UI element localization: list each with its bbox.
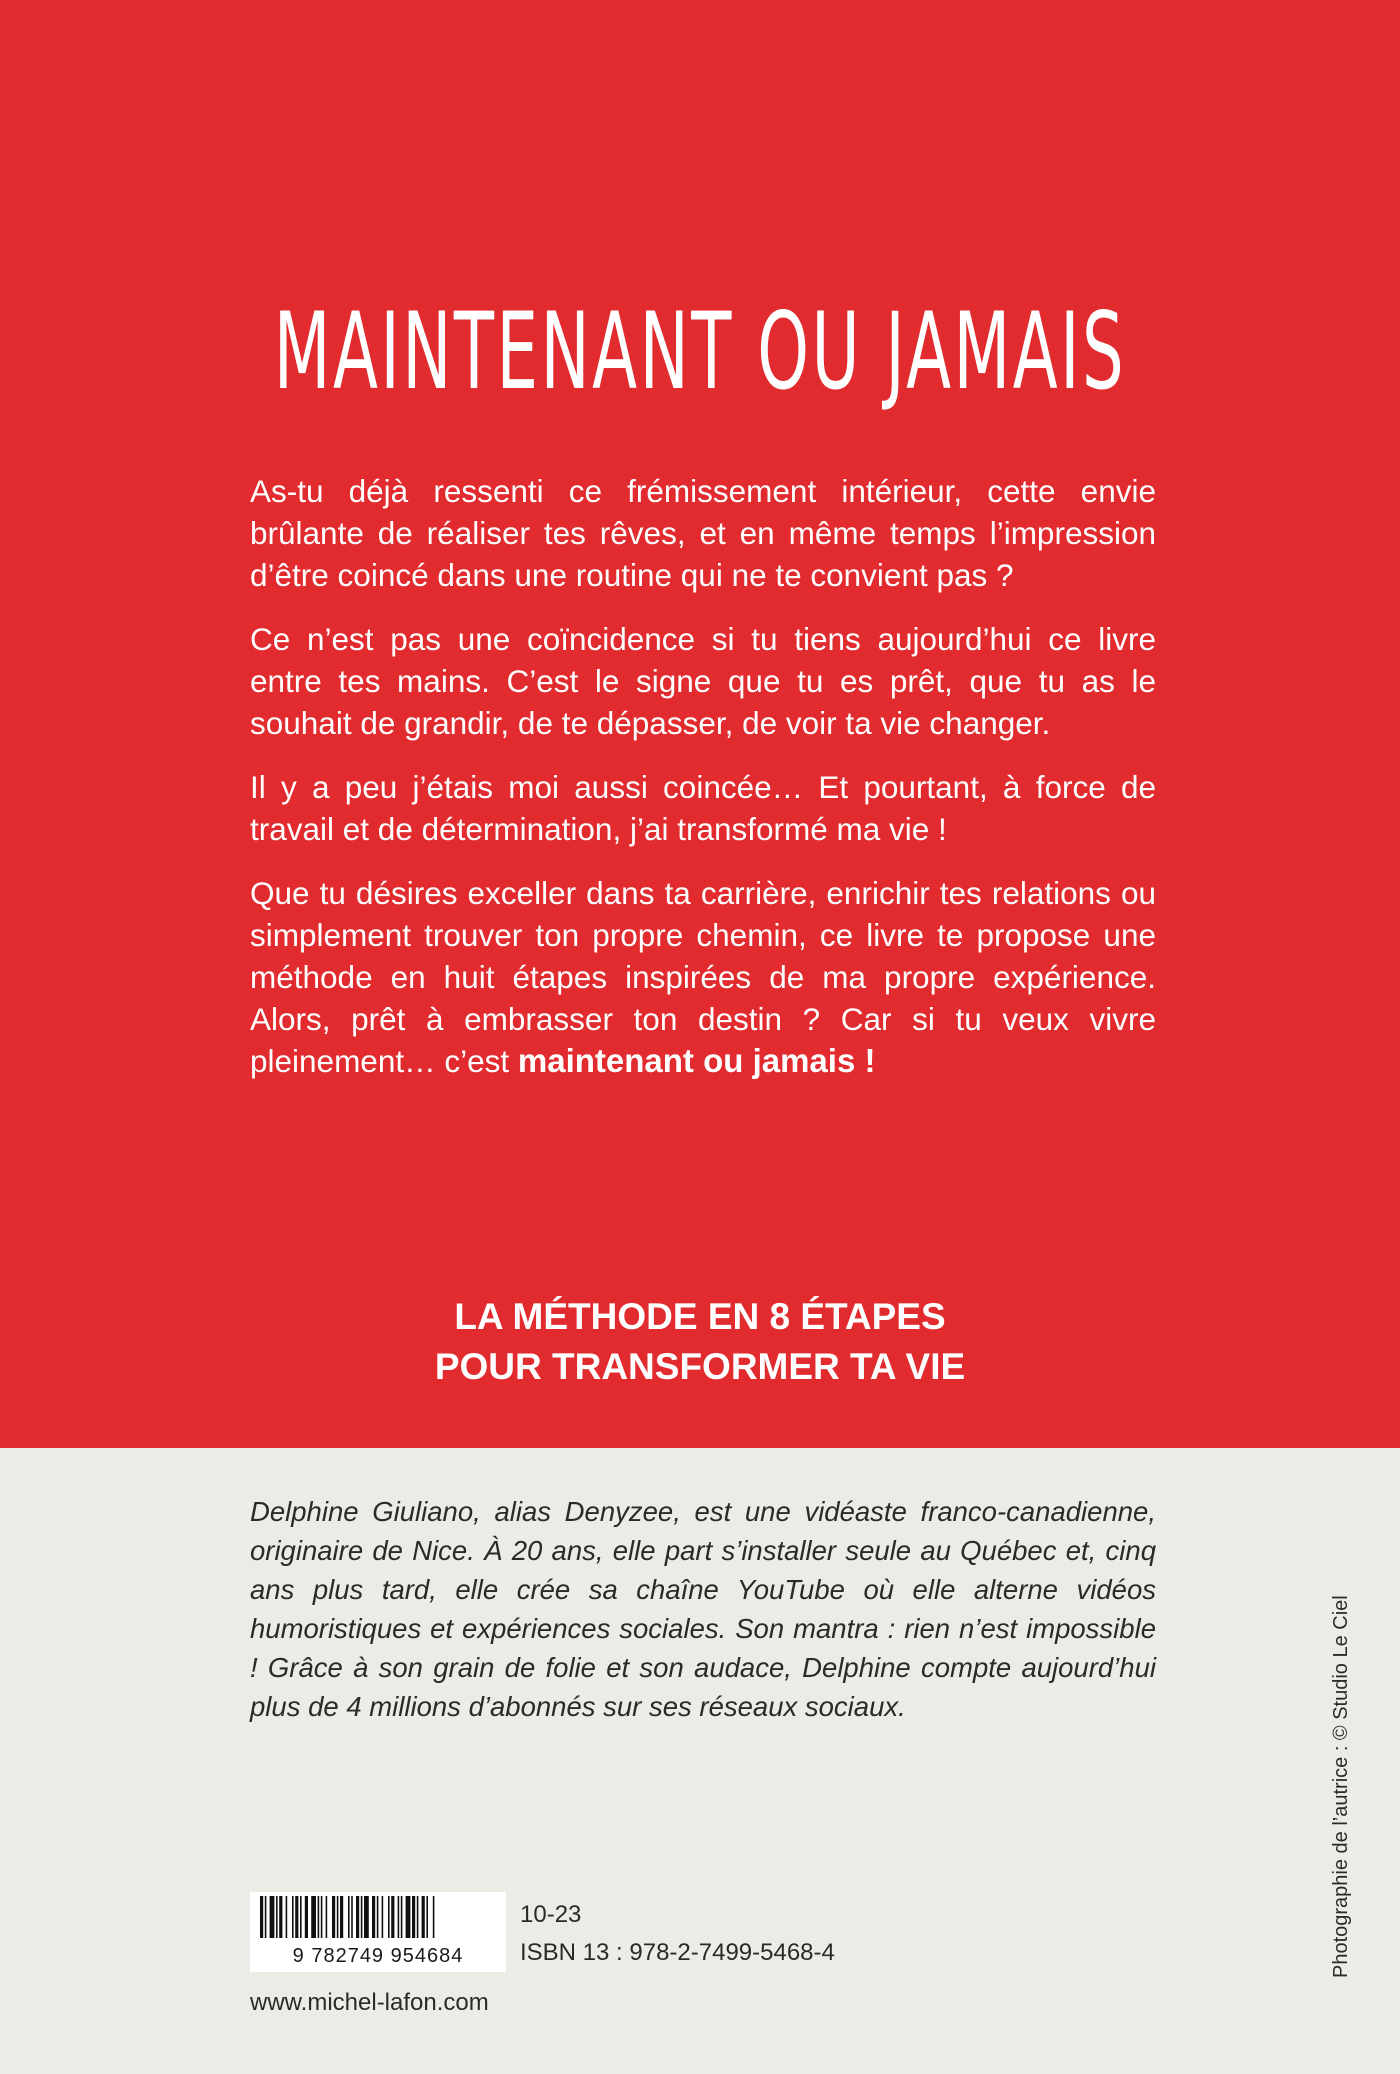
barcode-bar — [364, 1896, 369, 1938]
barcode-bar — [356, 1896, 359, 1938]
barcode-bar — [295, 1896, 298, 1938]
barcode-bar — [406, 1896, 411, 1938]
blurb-paragraph-4 — [250, 872, 1156, 1082]
barcode-bar — [311, 1896, 316, 1938]
barcode-bar — [292, 1896, 294, 1938]
barcode-bar — [401, 1896, 403, 1938]
tagline — [0, 1292, 1400, 1392]
book-title: MAINTENANT OU JAMAIS — [273, 290, 1127, 413]
back-cover-blurb — [250, 470, 1156, 1082]
barcode-bar — [398, 1896, 400, 1938]
publisher-website: www.michel-lafon.com — [250, 1989, 489, 2016]
price-code: 10-23 — [520, 1901, 582, 1928]
barcode-bar — [265, 1896, 267, 1938]
barcode-bar — [321, 1896, 323, 1938]
barcode-bar — [260, 1896, 263, 1938]
barcode-bar — [270, 1896, 275, 1938]
barcode-bar — [417, 1896, 419, 1938]
tagline-line-2: POUR TRANSFORMER TA VIE — [434, 1346, 966, 1387]
blurb-paragraph-1: As-tu déjà ressenti ce frémissement intérieur, cette envie brûlante de réaliser tes rêves, et en même temps l’impression d’être coincé dans une routine qui ne te convient pas ? — [250, 473, 1156, 593]
barcode-bar — [326, 1896, 328, 1938]
barcode-bar — [305, 1896, 308, 1938]
barcode-bar — [412, 1896, 415, 1938]
isbn: ISBN 13 : 978-2-7499-5468-4 — [520, 1939, 835, 1966]
tagline-line-1: LA MÉTHODE EN 8 ÉTAPES — [454, 1296, 946, 1337]
blurb-paragraph-2: Ce n’est pas une coïncidence si tu tiens aujourd’hui ce livre entre tes mains. C’est le signe que tu es prêt, que tu as le souhait de grandir, de te dépasser, de voir ta vie changer. — [250, 621, 1156, 741]
barcode-bar — [391, 1896, 394, 1938]
barcode-bars — [254, 1896, 502, 1938]
author-bio: Delphine Giuliano, alias Denyzee, est une vidéaste franco-canadienne, originaire de Nice. À 20 ans, elle part s’installer seule au Québec et, cinq ans plus tard, elle crée sa chaîne YouTube où elle alterne vidéos humoristiques et expériences sociales. Son mantra : rien n’est impossible ! Grâce à son grain de folie et son audace, Delphine compte aujourd’hui plus de 4 millions d’abonnés sur ses réseaux sociaux. — [250, 1496, 1156, 1722]
barcode-bar — [276, 1896, 278, 1938]
barcode-bar — [279, 1896, 282, 1938]
barcode-bar — [348, 1896, 350, 1938]
barcode-bar — [372, 1896, 375, 1938]
barcode-bar — [377, 1896, 379, 1938]
barcode-bar — [361, 1896, 363, 1938]
barcode-bar — [351, 1896, 353, 1938]
barcode-number: 9 782749 954684 — [250, 1942, 506, 1970]
blurb-emphasis: maintenant ou jamais ! — [517, 1042, 876, 1079]
blurb-paragraph-4-text: Que tu désires exceller dans ta carrière, enrichir tes relations ou simplement trouver ton propre chemin, ce livre te propose une méthode en huit étapes inspirées de ma propre expérience. Alors, prêt à embrasser ton destin ? Car si tu veux vivre pleinement… c’est — [250, 875, 1156, 1079]
barcode-bar — [300, 1896, 302, 1938]
barcode-bar — [388, 1896, 390, 1938]
blurb-paragraph-3: Il y a peu j’étais moi aussi coincée… Et pourtant, à force de travail et de détermination, j’ai transformé ma vie ! — [250, 769, 1156, 847]
barcode-bar — [337, 1896, 339, 1938]
barcode-bar — [340, 1896, 343, 1938]
barcode-bar — [332, 1896, 335, 1938]
barcode-bar — [426, 1896, 428, 1938]
photo-credit: Photographie de l’autrice : © Studio Le Ciel — [1330, 1595, 1352, 1978]
barcode-bar — [422, 1896, 425, 1938]
barcode-bar — [433, 1896, 435, 1938]
barcode-bar — [318, 1896, 320, 1938]
barcode-bar — [286, 1896, 288, 1938]
barcode-bar — [382, 1896, 384, 1938]
